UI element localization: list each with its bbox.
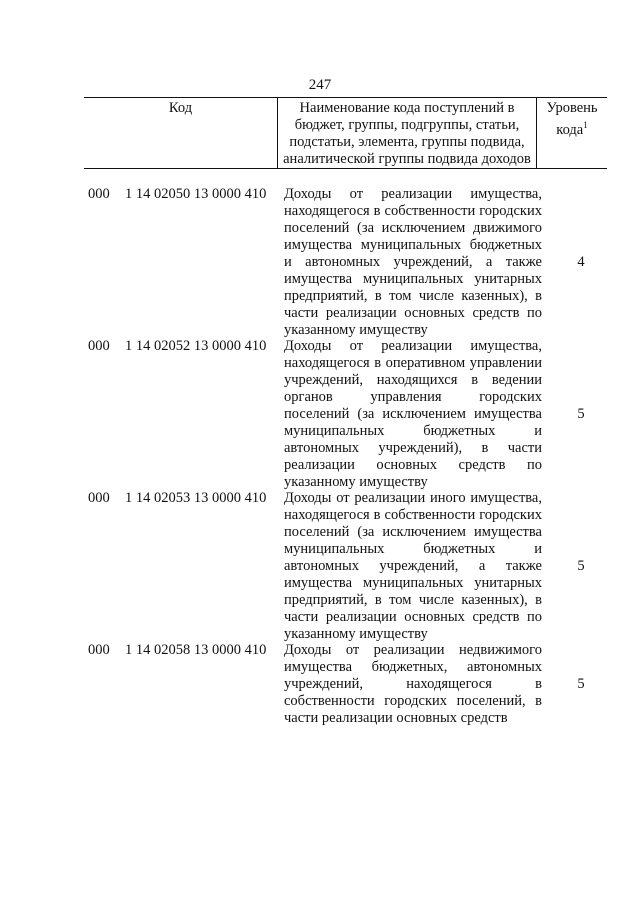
table-header <box>84 97 607 169</box>
code-level: 5 <box>577 406 585 422</box>
page-number: 247 <box>308 77 332 93</box>
code-level: 4 <box>577 254 585 270</box>
footnote-marker: 1 <box>583 120 588 130</box>
admin-code: 000 <box>88 490 110 506</box>
revenue-description: Доходы от реализации имущества, находящегося в оперативном управлении учреждений, находящихся в ведении органов управления городских поселений (за исключением имущества муниципальных бюджетных и автономных учреждений), в части реализации основных средств по указанному имуществу <box>284 338 542 490</box>
admin-code: 000 <box>88 642 110 658</box>
revenue-description: Доходы от реализации иного имущества, находящегося в собственности городских поселений (за исключением имущества муниципальных бюджетных и автономных учреждений, а также имущества муниципальных унитарных предприятий, в том числе казенных), в части реализации основных средств по указанному имуществу <box>284 490 542 642</box>
code-level: 5 <box>577 558 585 574</box>
revenue-code: 1 14 02053 13 0000 410 <box>125 490 267 506</box>
header-level <box>537 100 607 139</box>
revenue-description: Доходы от реализации недвижимого имущества бюджетных, автономных учреждений, находящегося в собственности городских поселений, в части реализации основных средств <box>284 642 542 726</box>
code-level: 5 <box>577 676 585 692</box>
header-level-text: Уровень кода <box>546 100 598 138</box>
admin-code: 000 <box>88 186 110 202</box>
revenue-code: 1 14 02050 13 0000 410 <box>125 186 267 202</box>
revenue-code: 1 14 02052 13 0000 410 <box>125 338 267 354</box>
admin-code: 000 <box>88 338 110 354</box>
header-code: Код <box>168 100 193 116</box>
revenue-description: Доходы от реализации имущества, находящегося в собственности городских поселений (за исключением движимого имущества муниципальных бюджетных и автономных учреждений, а также имущества муниципальных унитарных предприятий, в том числе казенных), в части реализации основных средств по указанному имуществу <box>284 186 542 338</box>
revenue-code: 1 14 02058 13 0000 410 <box>125 642 267 658</box>
header-name: Наименование кода поступлений в бюджет, группы, подгруппы, статьи, подстатьи, элемента, группы подвида, аналитической группы подвида доходов <box>283 100 531 167</box>
